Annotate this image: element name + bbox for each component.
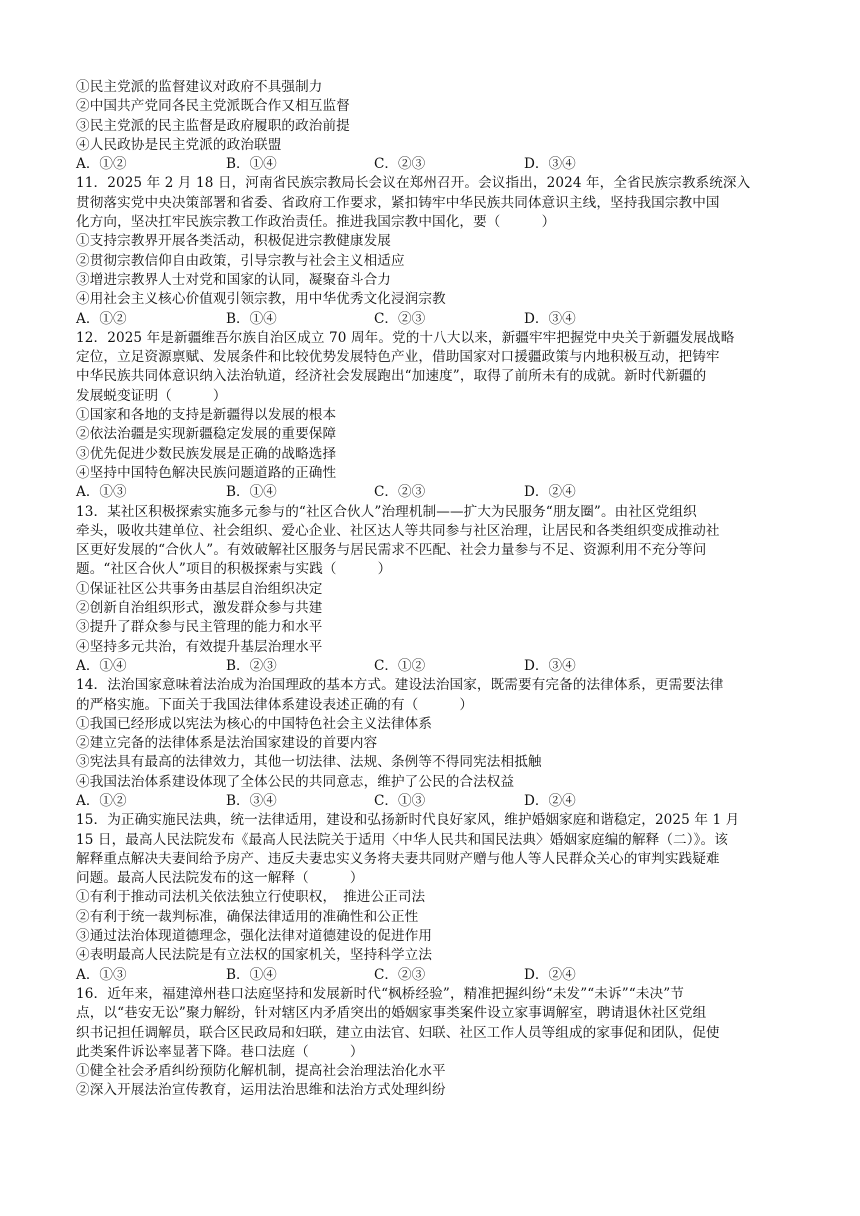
text-line: ②建立完备的法律体系是法治国家建设的首要内容	[76, 735, 378, 752]
text-line: 14．法治国家意味着法治成为治国理政的基本方式。建设法治国家，既需要有完备的法律体系，更需要法律	[76, 677, 724, 694]
text-line: ③民主党派的民主监督是政府履职的政治前提	[76, 117, 350, 134]
answer-option: C．①②	[374, 657, 426, 674]
text-line: 中华民族共同体意识纳入法治轨道，经济社会发展跑出“加速度”，取得了前所未有的成就。新时代新疆的	[76, 368, 707, 385]
text-line: 区更好发展的“合伙人”。有效破解社区服务与居民需求不匹配、社会力量参与不足、资源利用不充分等问	[76, 542, 707, 559]
text-line: ③宪法具有最高的法律效力，其他一切法律、法规、条例等不得同宪法相抵触	[76, 754, 542, 771]
text-line: 发展蜕变证明（ ）	[76, 387, 227, 404]
answer-choices	[76, 657, 788, 676]
text-line: 问题。最高人民法院发布的这一解释（ ）	[76, 870, 364, 887]
text-line: ③增进宗教界人士对党和国家的认同，凝聚奋斗合力	[76, 271, 391, 288]
answer-option: B．①④	[226, 966, 277, 983]
answer-choices	[76, 966, 788, 985]
text-line: ④坚持中国特色解决民族问题道路的正确性	[76, 464, 337, 481]
text-line: 解释重点解决夫妻间给予房产、违反夫妻忠实义务将夫妻共同财产赠与他人等人民群众关心的审判实践疑难	[76, 850, 720, 867]
text-line: ④人民政协是民主党派的政治联盟	[76, 136, 282, 153]
answer-option: B．①④	[226, 310, 277, 327]
answer-option: C．②③	[374, 966, 426, 983]
text-line: ②贯彻宗教信仰自由政策，引导宗教与社会主义相适应	[76, 252, 405, 269]
answer-option: A．①②	[76, 310, 127, 327]
text-line: 牵头，吸收共建单位、社会组织、爱心企业、社区达人等共同参与社区治理，让居民和各类组织变成推动社	[76, 522, 720, 539]
text-line: ①民主党派的监督建议对政府不具强制力	[76, 79, 323, 95]
answer-choices	[76, 310, 788, 329]
answer-choices	[76, 483, 788, 502]
text-line: 16．近年来，福建漳州巷口法庭坚持和发展新时代“枫桥经验”，精准把握纠纷“未发”“未诉”“未决”节	[76, 985, 684, 1002]
answer-option: D．③④	[524, 156, 576, 173]
text-line: ③提升了群众参与民主管理的能力和水平	[76, 619, 323, 636]
answer-option: D．②④	[524, 966, 576, 983]
text-line: ①支持宗教界开展各类活动，积极促进宗教健康发展	[76, 233, 391, 250]
text-line: ②创新自治组织形式，激发群众参与共建	[76, 600, 323, 617]
text-line: 12．2025 年是新疆维吾尔族自治区成立 70 周年。党的十八大以来，新疆牢牢把握党中央关于新疆发展战略	[76, 329, 735, 346]
text-line: ①我国已经形成以宪法为核心的中国特色社会主义法律体系	[76, 715, 433, 732]
text-line: ②依法治疆是实现新疆稳定发展的重要保障	[76, 426, 337, 443]
answer-choices	[76, 155, 788, 174]
answer-option: D．③④	[524, 657, 576, 674]
text-line: 15 日，最高人民法院发布《最高人民法院关于适用〈中华人民共和国民法典〉婚姻家庭编的解释（二）》。该	[76, 831, 728, 848]
answer-option: B．①④	[226, 484, 277, 501]
answer-option: A．①②	[76, 156, 127, 173]
text-line: ④坚持多元共治，有效提升基层治理水平	[76, 638, 323, 655]
text-line: 此类案件诉讼率显著下降。巷口法庭（ ）	[76, 1043, 364, 1060]
text-line: ②深入开展法治宣传教育，运用法治思维和法治方式处理纠纷	[76, 1082, 446, 1099]
text-line: ①保证社区公共事务由基层自治组织决定	[76, 580, 323, 597]
text-line: ①国家和各地的支持是新疆得以发展的根本	[76, 407, 337, 424]
text-line: 13．某社区积极探索实施多元参与的“社区合伙人”治理机制——扩大为民服务“朋友圈”。由社区党组织	[76, 503, 697, 520]
answer-option: C．①③	[374, 792, 426, 809]
answer-option: D．③④	[524, 310, 576, 327]
text-line: 贯彻落实党中央决策部署和省委、省政府工作要求，紧扣铸牢中华民族共同体意识主线，坚持我国宗教中国	[76, 194, 720, 211]
text-line: ③优先促进少数民族发展是正确的战略选择	[76, 445, 337, 462]
text-line: ④表明最高人民法院是有立法权的国家机关，坚持科学立法	[76, 947, 433, 964]
text-line: ④用社会主义核心价值观引领宗教，用中华优秀文化浸润宗教	[76, 291, 446, 308]
text-line: ④我国法治体系建设体现了全体公民的共同意志，维护了公民的合法权益	[76, 773, 515, 790]
answer-option: A．①③	[76, 966, 127, 983]
text-line: 题。“社区合伙人”项目的积极探索与实践（ ）	[76, 561, 392, 578]
answer-option: D．②④	[524, 484, 576, 501]
answer-option: B．③④	[226, 792, 277, 809]
text-line: ②有利于统一裁判标准，确保法律适用的准确性和公正性	[76, 908, 419, 925]
answer-option: A．①④	[76, 657, 127, 674]
text-line: 化方向，坚决扛牢民族宗教工作政治责任。推进我国宗教中国化，要（ ）	[76, 214, 556, 231]
text-line: 织书记担任调解员，联合区民政局和妇联，建立由法官、妇联、社区工作人员等组成的家事促和团队，促使	[76, 1024, 720, 1041]
text-line: 15．为正确实施民法典，统一法律适用，建设和弘扬新时代良好家风，维护婚姻家庭和谐稳定，2025 年 1 月	[76, 812, 740, 829]
answer-option: B．①④	[226, 156, 277, 173]
text-line: 点，以“巷安无讼”聚力解纷，针对辖区内矛盾突出的婚姻家事类案件设立家事调解室，聘请退休社区党组	[76, 1005, 707, 1022]
answer-option: A．①②	[76, 792, 127, 809]
text-line: ①健全社会矛盾纠纷预防化解机制，提高社会治理法治化水平	[76, 1063, 446, 1080]
exam-page	[76, 78, 788, 1101]
answer-option: C．②③	[374, 484, 426, 501]
text-line: ①有利于推动司法机关依法独立行使职权， 推进公正司法	[76, 889, 426, 906]
answer-option: A．①③	[76, 484, 127, 501]
answer-choices	[76, 792, 788, 811]
text-line: 11．2025 年 2 月 18 日，河南省民族宗教局长会议在郑州召开。会议指出，2024 年，全省民族宗教系统深入	[76, 175, 751, 192]
answer-option: B．②③	[226, 657, 277, 674]
answer-option: C．②③	[374, 156, 426, 173]
answer-option: C．②③	[374, 310, 426, 327]
answer-option: D．②④	[524, 792, 576, 809]
text-line: ②中国共产党同各民主党派既合作又相互监督	[76, 98, 350, 115]
text-line: 的严格实施。下面关于我国法律体系建设表述正确的有（ ）	[76, 696, 474, 713]
text-line: ③通过法治体现道德理念，强化法律对道德建设的促进作用	[76, 928, 433, 945]
text-line: 定位，立足资源禀赋、发展条件和比较优势发展特色产业，借助国家对口援疆政策与内地积极互动，把铸牢	[76, 349, 720, 366]
